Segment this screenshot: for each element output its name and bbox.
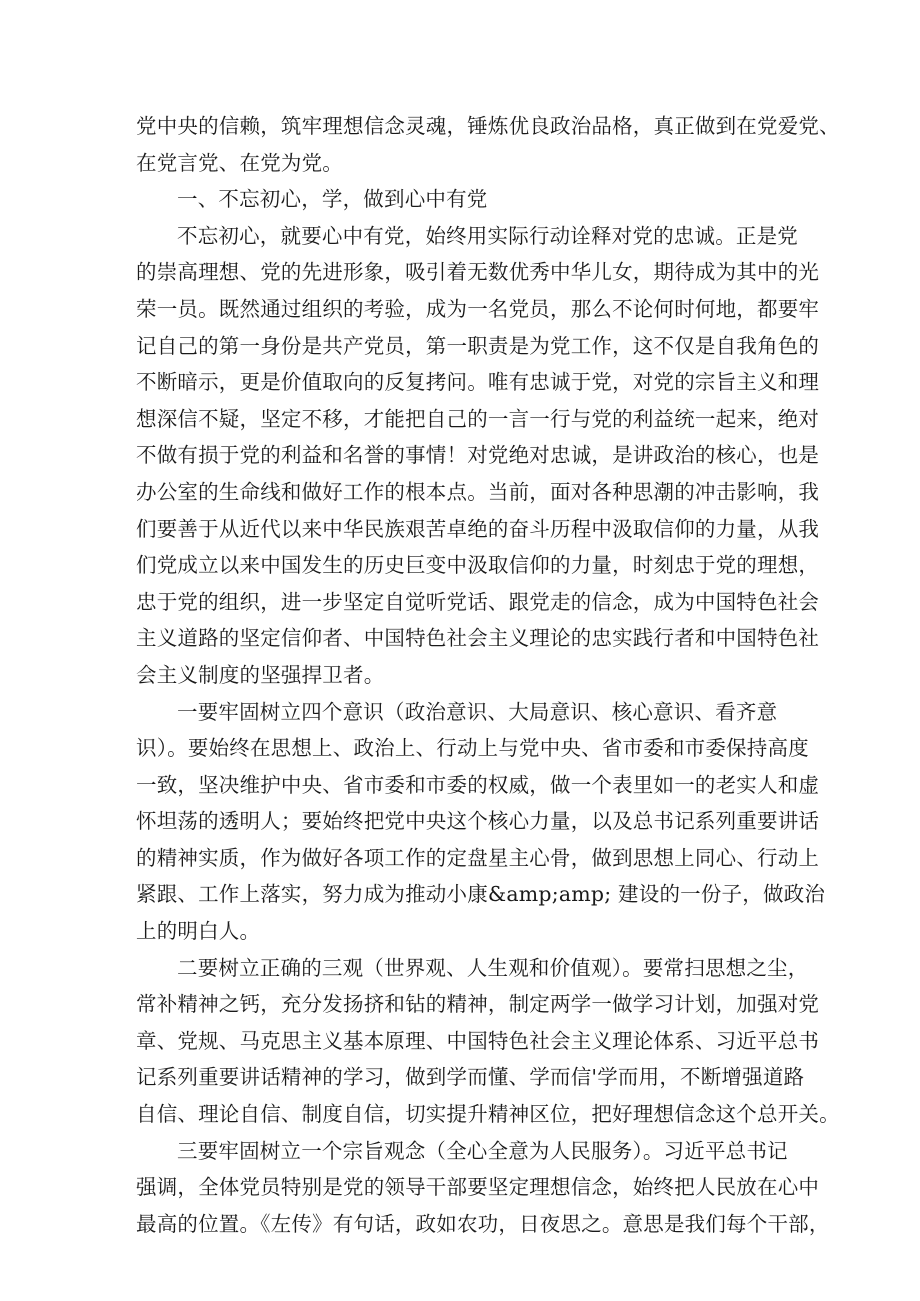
text-line: 办公室的生命线和做好工作的根本点。当前，面对各种思潮的冲击影响，我 (136, 479, 820, 504)
text-line: 上的明白人。 (136, 919, 261, 944)
text-line: 常补精神之钙，充分发扬挤和钻的精神，制定两学一做学习计划，加强对党 (136, 992, 820, 1017)
text-line: 荣一员。既然通过组织的考验，成为一名党员，那么不论何时何地，都要牢 (136, 296, 820, 321)
document-body (136, 108, 840, 1242)
text-line: 不断暗示，更是价值取向的反复拷问。唯有忠诚于党，对党的宗旨主义和理 (136, 370, 820, 395)
text-line: 会主义制度的坚强捍卫者。 (136, 662, 385, 687)
text-line: 三要牢固树立一个宗旨观念（全心全意为人民服务）。习近平总书记 (177, 1138, 788, 1163)
text-line: 在党言党、在党为党。 (136, 150, 343, 175)
text-line: 一致，坚决维护中央、省市委和市委的权威，做一个表里如一的老实人和虚 (136, 772, 820, 797)
text-line: 识）。要始终在思想上、政治上、行动上与党中央、省市委和市委保持高度 (136, 736, 809, 761)
text-line: 们党成立以来中国发生的历史巨变中汲取信仰的力量，时刻忠于党的理想， (136, 553, 820, 578)
text-line: 们要善于从近代以来中华民族艰苦卓绝的奋斗历程中汲取信仰的力量，从我 (136, 516, 820, 541)
text-line: 想深信不疑，坚定不移，才能把自己的一言一行与党的利益统一起来，绝对 (136, 406, 820, 431)
text-line: 的崇高理想、党的先进形象，吸引着无数优秀中华儿女，期待成为其中的光 (136, 260, 820, 285)
text-line: 忠于党的组织，进一步坚定自觉听党话、跟党走的信念，成为中国特色社会 (136, 589, 820, 614)
text-line: 的精神实质，作为做好各项工作的定盘星主心骨，做到思想上同心、行动上 (136, 845, 820, 870)
text-line: 强调，全体党员特别是党的领导干部要坚定理想信念，始终把人民放在心中 (136, 1175, 820, 1200)
text-line: 自信、理论自信、制度自信，切实提升精神区位，把好理想信念这个总开关。 (136, 1102, 840, 1127)
text-line: 不忘初心，就要心中有党，始终用实际行动诠释对党的忠诚。正是党 (177, 223, 798, 248)
text-line: 二要树立正确的三观（世界观、人生观和价值观）。要常扫思想之尘， (177, 955, 809, 980)
text-line: 记系列重要讲话精神的学习，做到学而懂、学而信'学而用，不断增强道路 (136, 1065, 805, 1090)
text-line: 不做有损于党的利益和名誉的事情！对党绝对忠诚，是讲政治的核心，也是 (136, 443, 820, 468)
text-line: 一要牢固树立四个意识（政治意识、大局意识、核心意识、看齐意 (177, 699, 778, 724)
text-line: 一、不忘初心，学，做到心中有党 (177, 187, 488, 212)
text-line: 党中央的信赖，筑牢理想信念灵魂，锤炼优良政治品格，真正做到在党爱党、 (136, 114, 840, 138)
text-line: 主义道路的坚定信仰者、中国特色社会主义理论的忠实践行者和中国特色社 (136, 626, 820, 651)
text-line: 最高的位置。《左传》有句话，政如农功，日夜思之。意思是我们每个干部， (136, 1211, 830, 1236)
text-line: 紧跟、工作上落实，努力成为推动小康&amp;amp; 建设的一份子，做政治 (136, 882, 826, 907)
text-line: 章、党规、马克思主义基本原理、中国特色社会主义理论体系、习近平总书 (136, 1028, 820, 1053)
text-line: 怀坦荡的透明人；要始终把党中央这个核心力量，以及总书记系列重要讲话 (136, 809, 820, 834)
text-line: 记自己的第一身份是共产党员，第一职责是为党工作，这不仅是自我角色的 (136, 333, 820, 358)
